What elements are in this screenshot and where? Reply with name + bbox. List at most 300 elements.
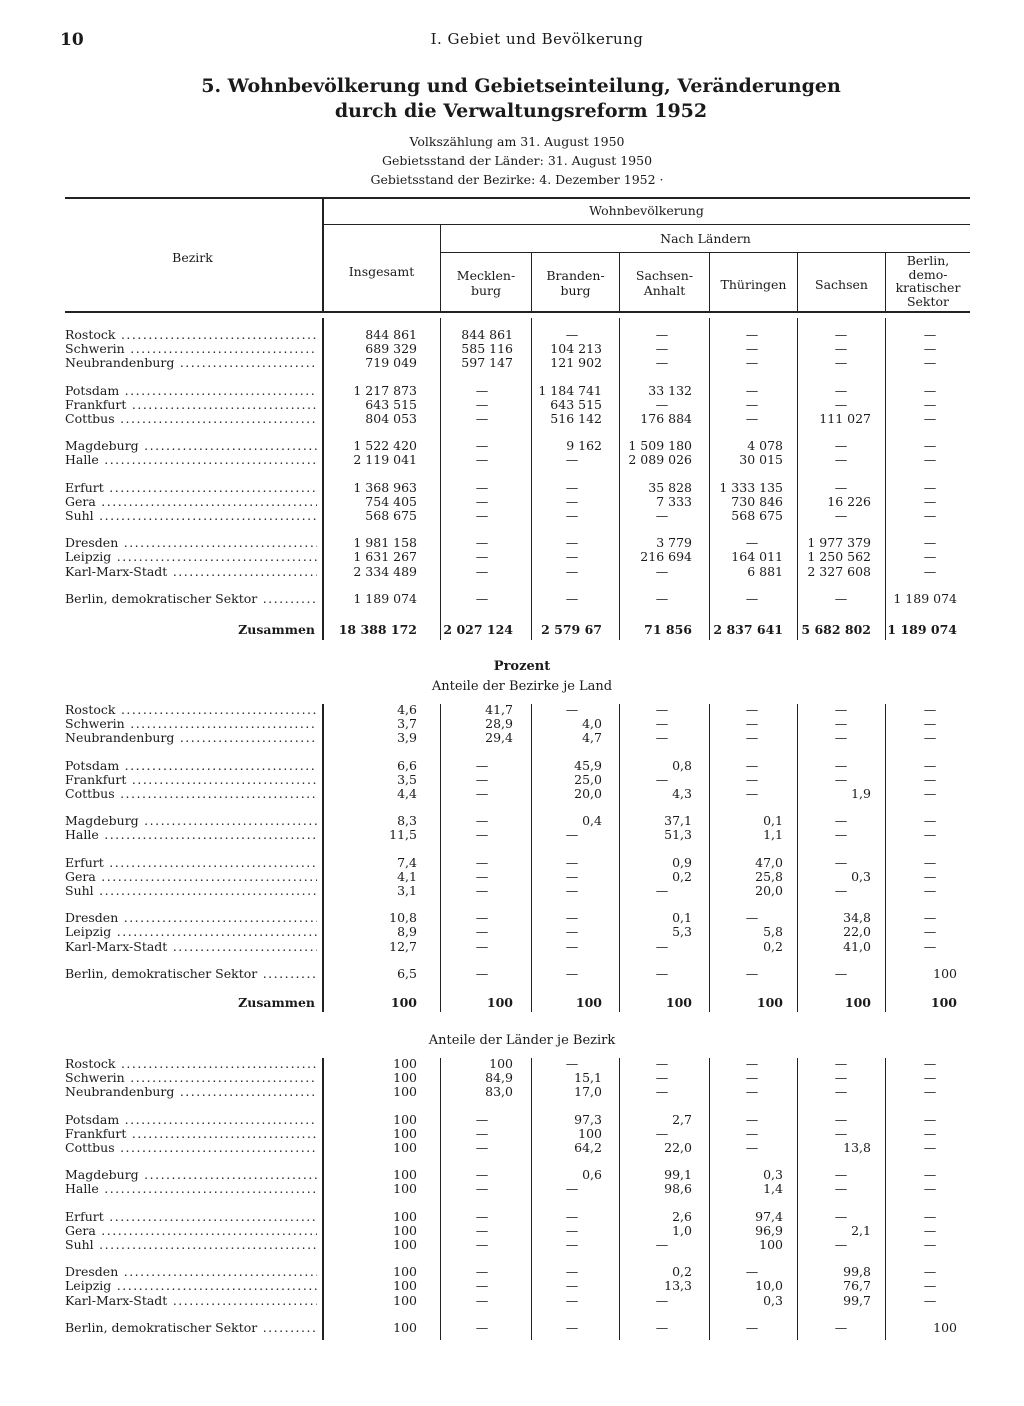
table-cell: — [475, 452, 489, 468]
table-cell: — [565, 1278, 579, 1294]
table-cell: — [745, 1264, 759, 1280]
table-cell: — [565, 535, 579, 551]
table-cell: — [475, 1278, 489, 1294]
table-cell: — [655, 730, 669, 746]
total-cell: 2 027 124 [443, 622, 513, 637]
row-label: Leipzig ..... [65, 1279, 317, 1293]
table-cell: 643 515 [365, 396, 417, 412]
table-cell: 45,9 [574, 757, 602, 773]
table-cell: — [475, 924, 489, 940]
table-cell: 13,8 [843, 1140, 871, 1155]
table-cell: 730 846 [731, 493, 783, 509]
table-cell: — [655, 702, 669, 717]
row-label: Gera ..... [65, 1224, 317, 1238]
total-cell: 100 [844, 995, 871, 1010]
total-cell: 2 837 641 [713, 622, 783, 637]
table-cell: — [475, 1125, 489, 1141]
table-cell: 1 981 158 [353, 535, 417, 551]
section-anteile-bezirke: Anteile der Bezirke je Land [431, 679, 613, 694]
row-label: Frankfurt ..... [65, 398, 317, 412]
table-cell: 0,3 [763, 1167, 783, 1183]
table-cell: — [745, 1125, 759, 1141]
table-cell: 100 [393, 1278, 417, 1294]
section-prozent: Prozent [493, 659, 551, 674]
table-cell: 97,3 [574, 1111, 602, 1127]
table-cell: — [834, 716, 848, 732]
table-cell: 100 [393, 1056, 417, 1071]
table-cell: 0,2 [763, 938, 783, 954]
table-cell: 13,3 [664, 1278, 692, 1294]
table-cell: 5,3 [672, 924, 692, 940]
table-cell: — [834, 452, 848, 468]
table-cell: 100 [393, 1208, 417, 1224]
table-cell: — [834, 341, 848, 357]
row-label: Cottbus ..... [65, 787, 317, 801]
table-cell: 1 217 873 [353, 382, 417, 398]
row-label: Suhl ..... [65, 509, 317, 523]
table-cell: 4,7 [582, 730, 602, 746]
table-cell: — [923, 1278, 937, 1294]
table-cell: — [745, 1056, 759, 1071]
row-label: Magdeburg ..... [65, 439, 317, 453]
table-cell: — [475, 549, 489, 565]
table-cell: — [475, 854, 489, 870]
subtitle-laender: Gebietsstand der Länder: 31. August 1950 [381, 153, 653, 168]
total-cell: 100 [486, 995, 513, 1010]
table-cell: — [834, 813, 848, 829]
table-cell: — [834, 438, 848, 454]
row-label: Halle ..... [65, 828, 317, 842]
table-cell: — [745, 411, 759, 426]
table-cell: — [923, 396, 937, 412]
table-cell: — [745, 786, 759, 801]
table-cell: — [745, 327, 759, 342]
table-cell: 3,9 [397, 730, 417, 746]
table-cell: 0,6 [582, 1167, 602, 1183]
table-cell: — [475, 1292, 489, 1308]
table-cell: 64,2 [574, 1140, 602, 1155]
table-cell: 84,9 [485, 1070, 513, 1086]
table-row [65, 509, 975, 523]
table-row [65, 1294, 975, 1308]
table-cell: — [834, 854, 848, 870]
table-cell: 100 [933, 1319, 957, 1335]
table-cell: — [565, 1222, 579, 1238]
table-cell: 100 [393, 1167, 417, 1183]
header-brandenburg: Branden- burg [546, 268, 605, 298]
table-cell: 99,8 [843, 1264, 871, 1280]
table-row [65, 1071, 975, 1085]
table-cell: 25,8 [755, 868, 783, 884]
table-cell: — [834, 508, 848, 523]
table-cell: — [745, 535, 759, 551]
total-cell: 100 [930, 995, 957, 1010]
table-cell: — [834, 827, 848, 843]
table-cell: 2 089 026 [628, 452, 692, 468]
table-cell: 9 162 [566, 438, 602, 454]
table-cell: — [923, 757, 937, 773]
table-cell: 20,0 [574, 786, 602, 801]
table-cell: 4 078 [747, 438, 783, 454]
table-cell: — [475, 771, 489, 787]
table-cell: — [923, 549, 937, 565]
table-cell: 20,0 [755, 883, 783, 898]
table-cell: 4,1 [397, 868, 417, 884]
table-cell: 0,1 [672, 910, 692, 926]
table-cell: 3 779 [656, 535, 692, 551]
table-cell: — [565, 938, 579, 954]
table-cell: 22,0 [843, 924, 871, 940]
table-cell: 516 142 [550, 411, 602, 426]
table-cell: — [475, 868, 489, 884]
header-rule-wohn [323, 224, 970, 225]
table-row [65, 1265, 975, 1279]
row-label: Karl-Marx-Stadt ..... [65, 565, 317, 579]
table-cell: — [565, 590, 579, 606]
table-cell: 164 011 [731, 549, 783, 565]
table-cell: — [923, 355, 937, 371]
table-cell: 100 [393, 1292, 417, 1308]
table-row [65, 884, 975, 898]
table-row [65, 870, 975, 884]
table-cell: 76,7 [843, 1278, 871, 1294]
row-label: Karl-Marx-Stadt ..... [65, 1294, 317, 1308]
table-cell: 30 015 [739, 452, 783, 468]
row-label: Leipzig ..... [65, 550, 317, 564]
table-cell: 41,0 [843, 938, 871, 954]
table-cell: — [655, 1125, 669, 1141]
table-cell: — [565, 1264, 579, 1280]
table-cell: — [565, 965, 579, 981]
table-cell: — [834, 590, 848, 606]
table-row [65, 356, 975, 370]
table-cell: 100 [393, 1237, 417, 1252]
table-cell: — [834, 1319, 848, 1335]
table-row [65, 1141, 975, 1155]
table-cell: — [565, 1056, 579, 1071]
table-row [65, 787, 975, 801]
table-cell: — [834, 1125, 848, 1141]
table-cell: — [745, 757, 759, 773]
table-cell: — [834, 730, 848, 746]
row-label: Potsdam ..... [65, 759, 317, 773]
table-cell: — [745, 910, 759, 926]
row-label: Magdeburg ..... [65, 814, 317, 828]
table-row [65, 1127, 975, 1141]
table-cell: 10,8 [389, 910, 417, 926]
total-cell: 2 579 67 [541, 622, 602, 637]
header-sachsen-anhalt: Sachsen- Anhalt [635, 268, 694, 298]
table-cell: 1 333 135 [719, 479, 783, 495]
table-total-row [65, 623, 975, 637]
row-label: Neubrandenburg ..... [65, 1085, 317, 1099]
table-cell: 2,7 [672, 1111, 692, 1127]
table-cell: 12,7 [389, 938, 417, 954]
table-cell: — [745, 1084, 759, 1100]
table-cell: 1 189 074 [353, 590, 417, 606]
table-cell: — [565, 868, 579, 884]
table-cell: 96,9 [755, 1222, 783, 1238]
table-total-row [65, 996, 975, 1010]
table-cell: 1,0 [672, 1222, 692, 1238]
table-cell: 2 119 041 [353, 452, 417, 468]
table-cell: — [923, 452, 937, 468]
table-cell: 7,4 [397, 854, 417, 870]
table-cell: — [923, 382, 937, 398]
row-label: Gera ..... [65, 870, 317, 884]
total-cell: 100 [575, 995, 602, 1010]
total-cell: 100 [665, 995, 692, 1010]
table-cell: 100 [393, 1140, 417, 1155]
table-cell: 597 147 [461, 355, 513, 371]
table-cell: — [745, 702, 759, 717]
table-cell: — [475, 438, 489, 454]
table-cell: 1 368 963 [353, 479, 417, 495]
table-cell: — [923, 479, 937, 495]
table-cell: 37,1 [664, 813, 692, 829]
table-cell: 6 881 [747, 563, 783, 579]
table-row [65, 856, 975, 870]
row-label: Neubrandenburg ..... [65, 731, 317, 745]
table-cell: — [655, 1070, 669, 1086]
table-row [65, 536, 975, 550]
table-cell: 754 405 [365, 493, 417, 509]
header-sachsen: Sachsen [815, 277, 868, 292]
section-anteile-laender: Anteile der Länder je Bezirk [428, 1033, 616, 1048]
table-cell: — [834, 757, 848, 773]
header-bottom-rule [65, 311, 970, 313]
table-row [65, 453, 975, 467]
table-cell: — [923, 1125, 937, 1141]
header-top-rule [65, 197, 970, 199]
row-label: Erfurt ..... [65, 856, 317, 870]
table-cell: 0,8 [672, 757, 692, 773]
table-cell: — [475, 910, 489, 926]
table-cell: — [475, 411, 489, 426]
table-cell: 98,6 [664, 1181, 692, 1197]
table-cell: 4,6 [397, 702, 417, 717]
table-row [65, 703, 975, 717]
table-row [65, 592, 975, 606]
table-cell: — [923, 563, 937, 579]
table-cell: — [475, 1237, 489, 1252]
table-row [65, 731, 975, 745]
total-label: Zusammen [238, 995, 315, 1010]
row-label: Erfurt ..... [65, 1210, 317, 1224]
row-label: Potsdam ..... [65, 384, 317, 398]
table-cell: — [655, 716, 669, 732]
table-cell: 47,0 [755, 854, 783, 870]
table-cell: — [565, 563, 579, 579]
row-label: Rostock ..... [65, 1057, 317, 1071]
table-cell: — [475, 1111, 489, 1127]
table-cell: 0,3 [763, 1292, 783, 1308]
table-cell: 16 226 [827, 493, 871, 509]
table-cell: 3,5 [397, 771, 417, 787]
table-row [65, 814, 975, 828]
table-cell: — [834, 702, 848, 717]
table-cell: — [745, 730, 759, 746]
table-cell: 104 213 [550, 341, 602, 357]
table-row [65, 1085, 975, 1099]
table-cell: 29,4 [485, 730, 513, 746]
table-cell: — [923, 868, 937, 884]
row-label: Schwerin ..... [65, 342, 317, 356]
table-cell: — [475, 508, 489, 523]
table-cell: — [923, 938, 937, 954]
table-row [65, 828, 975, 842]
table-cell: 0,3 [851, 868, 871, 884]
row-label: Gera ..... [65, 495, 317, 509]
table-cell: — [834, 1181, 848, 1197]
table-cell: — [923, 1264, 937, 1280]
table-row [65, 1321, 975, 1335]
table-cell: 111 027 [819, 411, 871, 426]
table-cell: — [565, 827, 579, 843]
table-cell: — [655, 508, 669, 523]
table-row [65, 911, 975, 925]
table-cell: 34,8 [843, 910, 871, 926]
table-cell: — [923, 341, 937, 357]
table-cell: — [923, 411, 937, 426]
table-cell: 100 [489, 1056, 513, 1071]
table-cell: — [745, 1111, 759, 1127]
table-row [65, 1224, 975, 1238]
table-cell: — [834, 965, 848, 981]
table-row [65, 550, 975, 564]
table-cell: — [475, 590, 489, 606]
table-cell: — [565, 493, 579, 509]
table-row [65, 565, 975, 579]
table-row [65, 398, 975, 412]
table-cell: 1 509 180 [628, 438, 692, 454]
table-cell: — [923, 786, 937, 801]
total-cell: 71 856 [644, 622, 692, 637]
title-line-2: durch die Verwaltungsreform 1952 [334, 100, 708, 122]
table-cell: — [475, 883, 489, 898]
table-cell: — [655, 883, 669, 898]
table-cell: — [475, 965, 489, 981]
table-cell: — [475, 1208, 489, 1224]
table-cell: — [745, 590, 759, 606]
table-cell: — [745, 396, 759, 412]
row-label: Suhl ..... [65, 884, 317, 898]
row-label: Frankfurt ..... [65, 773, 317, 787]
table-row [65, 940, 975, 954]
table-cell: 121 902 [550, 355, 602, 371]
table-cell: — [923, 1140, 937, 1155]
table-cell: — [655, 563, 669, 579]
table-cell: — [834, 355, 848, 371]
row-label: Neubrandenburg ..... [65, 356, 317, 370]
table-cell: — [655, 1237, 669, 1252]
table-cell: 6,6 [397, 757, 417, 773]
table-cell: 3,7 [397, 716, 417, 732]
table-cell: — [565, 327, 579, 342]
table-cell: 1,4 [763, 1181, 783, 1197]
table-cell: 585 116 [461, 341, 513, 357]
table-cell: — [475, 1264, 489, 1280]
table-cell: 100 [393, 1111, 417, 1127]
table-cell: 22,0 [664, 1140, 692, 1155]
table-cell: — [923, 535, 937, 551]
header-nach-laendern: Nach Ländern [660, 231, 751, 246]
table-cell: — [565, 1208, 579, 1224]
table-cell: — [745, 771, 759, 787]
table-cell: 4,4 [397, 786, 417, 801]
table-cell: 33 132 [648, 382, 692, 398]
table-cell: 643 515 [550, 396, 602, 412]
row-label: Berlin, demokratischer Sektor ..... [65, 967, 317, 981]
table-cell: 0,4 [582, 813, 602, 829]
table-cell: 100 [578, 1125, 602, 1141]
table-cell: 100 [393, 1070, 417, 1086]
table-cell: — [923, 438, 937, 454]
table-cell: — [565, 854, 579, 870]
table-row [65, 1279, 975, 1293]
table-cell: 2 334 489 [353, 563, 417, 579]
total-cell: 1 189 074 [887, 622, 957, 637]
table-cell: — [565, 702, 579, 717]
table-cell: 1,9 [851, 786, 871, 801]
table-cell: — [923, 702, 937, 717]
table-cell: — [923, 1181, 937, 1197]
table-cell: — [475, 382, 489, 398]
table-cell: 7 333 [656, 493, 692, 509]
table-cell: 1 250 562 [807, 549, 871, 565]
table-cell: 25,0 [574, 771, 602, 787]
table-cell: 2,6 [672, 1208, 692, 1224]
table-cell: — [923, 1208, 937, 1224]
table-cell: 176 884 [640, 411, 692, 426]
table-cell: — [745, 1140, 759, 1155]
table-cell: — [655, 965, 669, 981]
subtitle-census: Volkszählung am 31. August 1950 [409, 134, 625, 149]
table-cell: 10,0 [755, 1278, 783, 1294]
table-cell: — [745, 382, 759, 398]
table-cell: — [834, 479, 848, 495]
table-cell: — [655, 590, 669, 606]
table-cell: 1 184 741 [538, 382, 602, 398]
table-cell: — [923, 1167, 937, 1183]
table-row [65, 759, 975, 773]
table-cell: — [923, 910, 937, 926]
total-label: Zusammen [238, 622, 315, 637]
table-cell: — [923, 1222, 937, 1238]
row-label: Berlin, demokratischer Sektor ..... [65, 592, 317, 606]
row-label: Potsdam ..... [65, 1113, 317, 1127]
table-cell: — [565, 508, 579, 523]
table-row [65, 717, 975, 731]
row-label: Leipzig ..... [65, 925, 317, 939]
table-cell: — [834, 1208, 848, 1224]
row-label: Schwerin ..... [65, 1071, 317, 1085]
table-cell: — [834, 1084, 848, 1100]
header-mecklenburg: Mecklen- burg [456, 268, 516, 298]
table-cell: 100 [393, 1264, 417, 1280]
table-cell: — [745, 1319, 759, 1335]
table-cell: — [565, 479, 579, 495]
table-cell: — [565, 452, 579, 468]
table-cell: — [923, 730, 937, 746]
table-cell: — [655, 327, 669, 342]
row-label: Dresden ..... [65, 1265, 317, 1279]
table-cell: 5,8 [763, 924, 783, 940]
row-label: Berlin, demokratischer Sektor ..... [65, 1321, 317, 1335]
table-cell: — [834, 883, 848, 898]
header-berlin: Berlin, demo- kratischer Sektor [895, 253, 961, 309]
table-cell: — [834, 771, 848, 787]
